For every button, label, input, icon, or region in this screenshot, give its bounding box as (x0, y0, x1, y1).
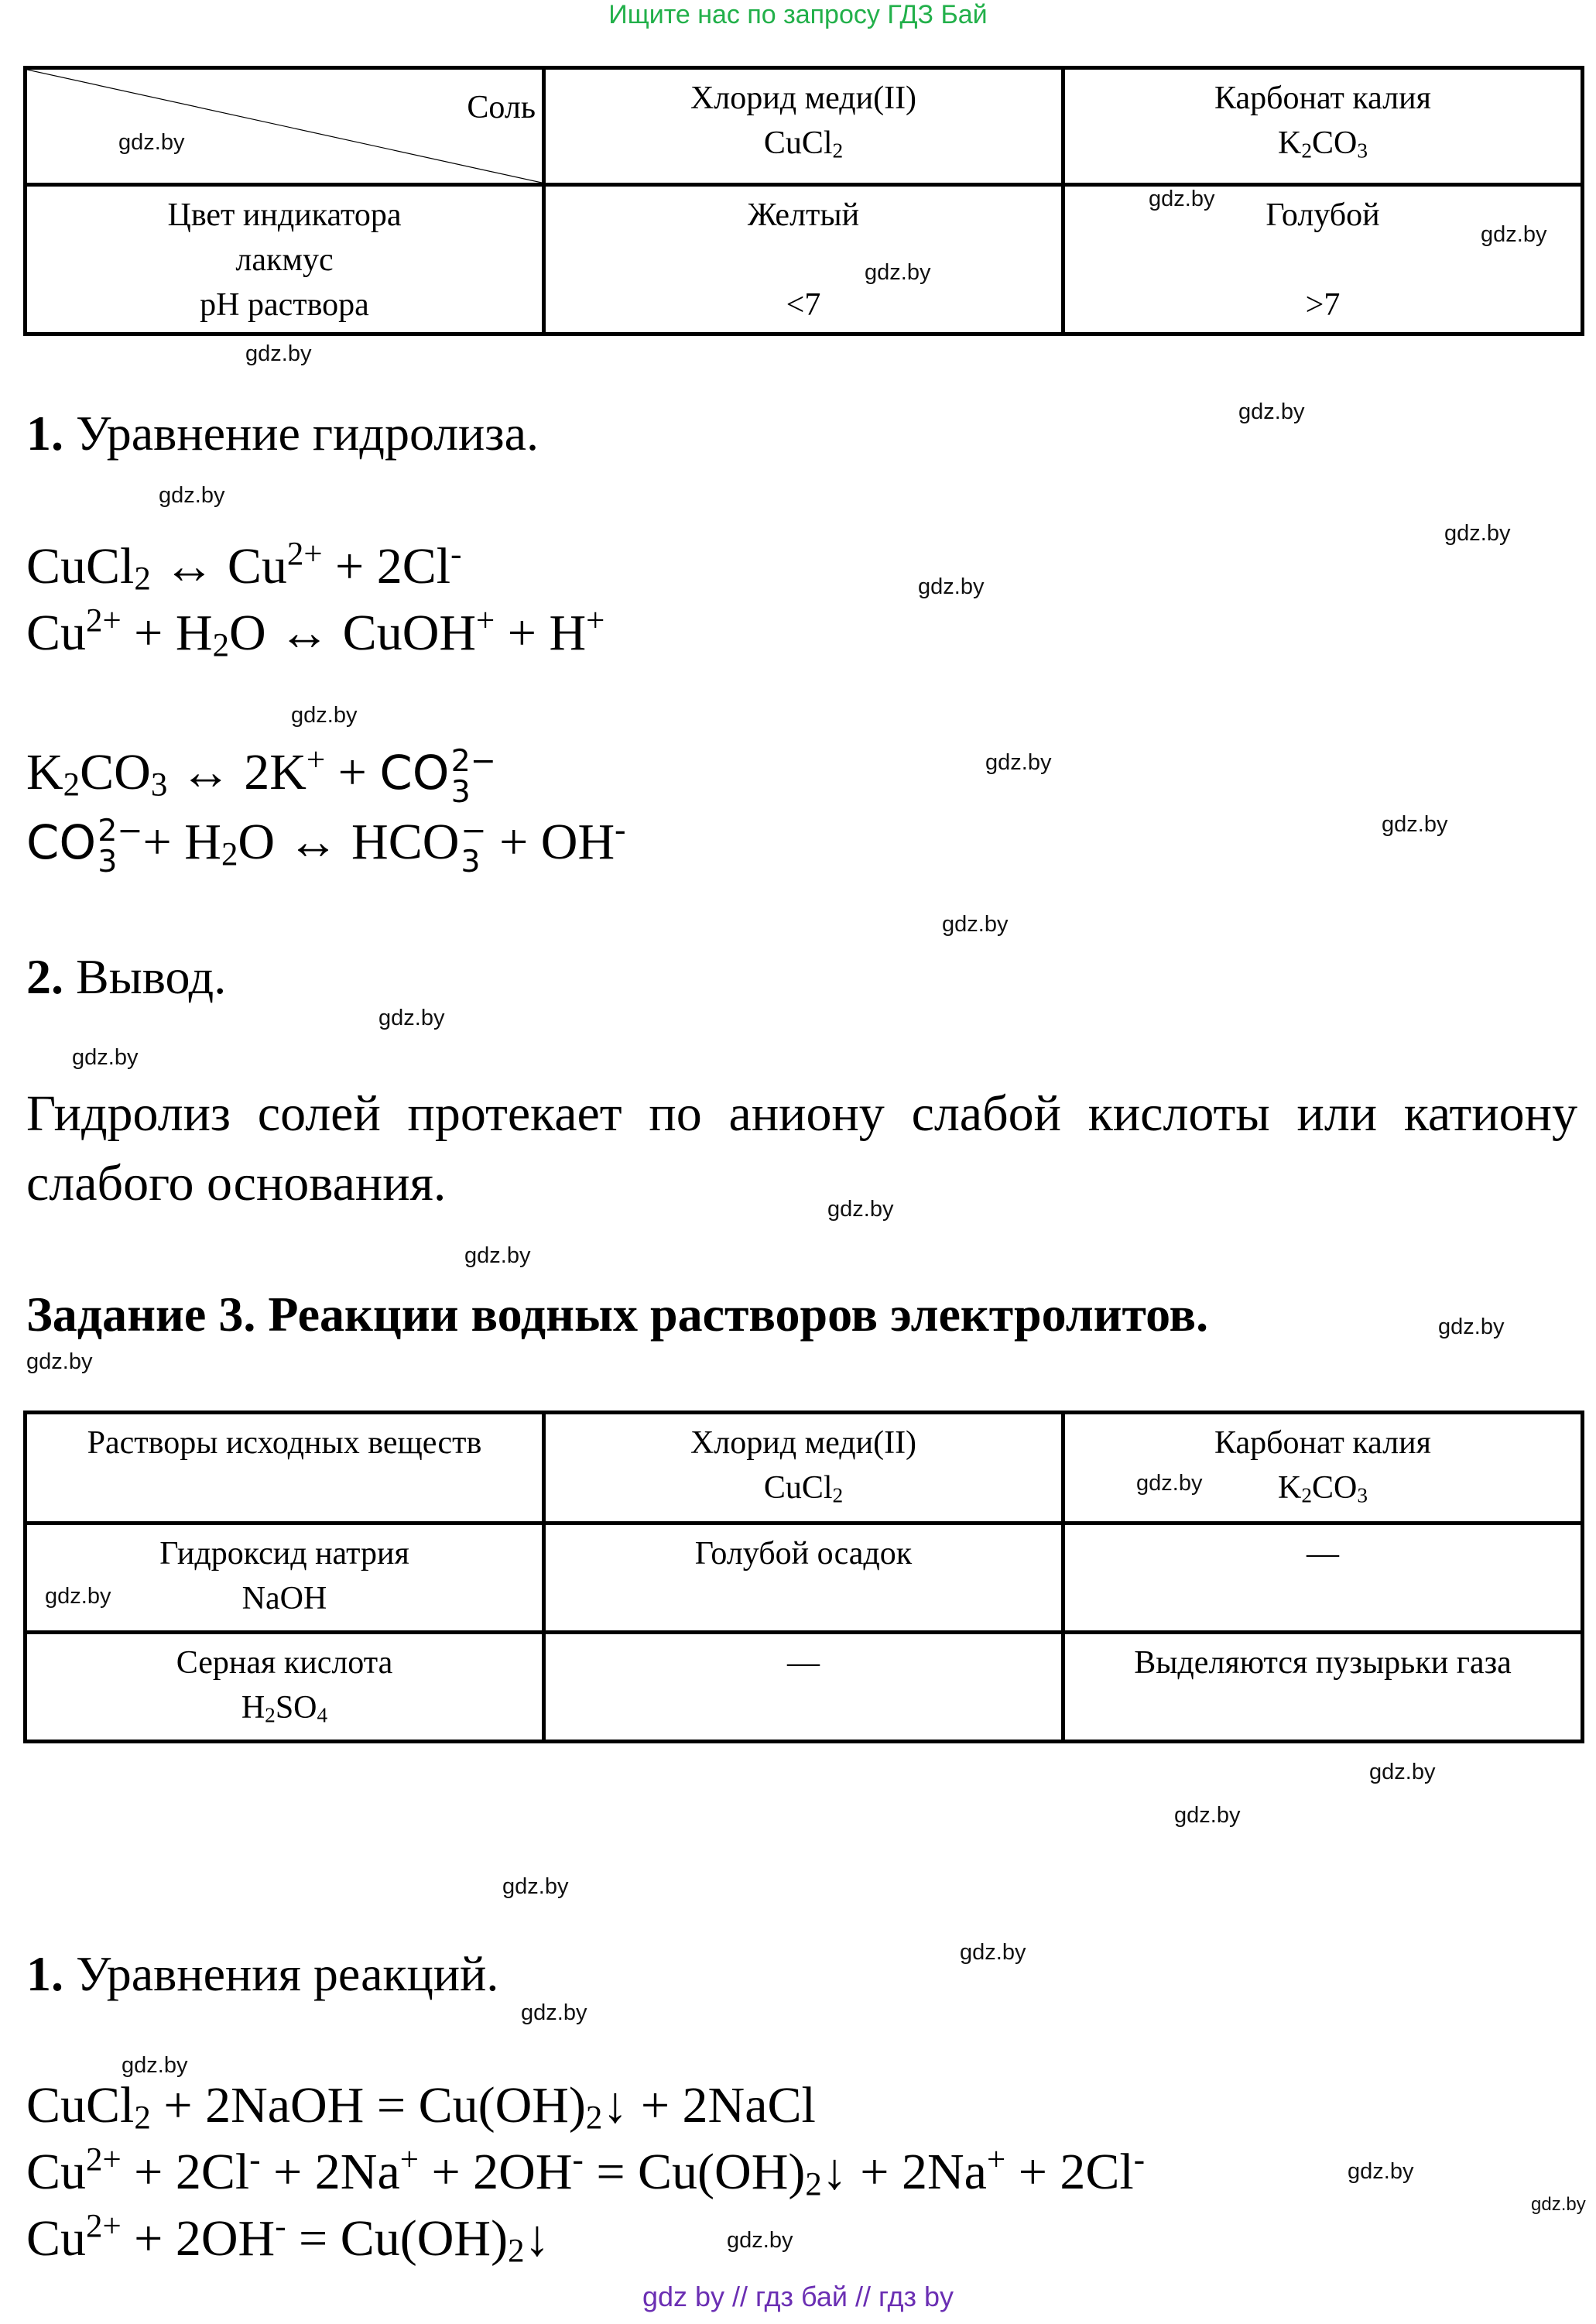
watermark: gdz.by (727, 2228, 793, 2253)
naoh-name: Гидроксид натрия (159, 1536, 409, 1572)
watermark: gdz.by (245, 341, 312, 366)
section-hydrolysis-heading: 1. Уравнение гидролиза. (26, 406, 539, 461)
k2co3-results (1063, 185, 1583, 334)
diagonal-line (27, 70, 542, 183)
watermark: gdz.by (1444, 521, 1511, 546)
litmus-label: лакмус (235, 242, 334, 278)
section-reactions-heading: 1. Уравнения реакций. (26, 1946, 499, 2001)
solutions-label: Растворы исходных веществ (87, 1425, 482, 1461)
watermark: gdz.by (1481, 222, 1547, 247)
watermark: gdz.by (291, 703, 358, 728)
equation-co3-hydrolysis: CO 2− 3 + $H_2O$ ↔ HCO − 3 + OH- (26, 811, 626, 879)
watermark: gdz.by (1531, 2194, 1586, 2215)
watermark: gdz.by (1438, 1315, 1505, 1339)
watermark: gdz.by (118, 130, 185, 155)
t2-cucl2-formula: CuCl$_2$ (763, 1470, 844, 1507)
watermark: gdz.by (1149, 187, 1215, 211)
k2co3-name: Карбонат калия (1214, 81, 1431, 116)
cucl2-results (544, 185, 1063, 334)
h2so4-cucl2-result: — (544, 1633, 1063, 1742)
h2so4-name: Серная кислота (176, 1645, 393, 1681)
watermark: gdz.by (985, 750, 1052, 775)
naoh-formula: NaOH (241, 1581, 327, 1616)
naoh-cucl2-result: Голубой осадок (544, 1524, 1063, 1633)
cucl2-color: Желтый (747, 197, 860, 233)
ph-label: pH раствора (200, 287, 369, 323)
k2co3-ph: >7 (1305, 287, 1341, 323)
conclusion-text: Гидролиз солей протекает по аниону слабой кислоты или катиону слабого основания. (26, 1085, 1577, 1212)
equation-cucl2-dissociation: CuCl$_2$ ↔ $Cu^{2+} + 2Cl^-$ (26, 536, 462, 598)
h2so4-row-label (26, 1633, 544, 1742)
reactions-table (23, 1411, 1584, 1743)
equation-k2co3-dissociation: $K_2CO_3$ ↔ 2K+ + CO 2− 3 (26, 742, 496, 810)
watermark: gdz.by (26, 1349, 93, 1374)
bottom-banner: gdz by // гдз бай // гдз by (642, 2281, 954, 2312)
watermark: gdz.by (521, 2000, 587, 2025)
t2-k2co3-name: Карбонат калия (1214, 1425, 1431, 1461)
task3-title: Задание 3. Реакции водных растворов электролитов. (26, 1287, 1209, 1342)
h2so4-k2co3-result: Выделяются пузырьки газа (1063, 1633, 1583, 1742)
equation-cu-hydrolysis: $Cu^{2+} + H_2O$ ↔ CuOH+ + H+ (26, 602, 605, 664)
watermark: gdz.by (72, 1045, 139, 1070)
watermark: gdz.by (45, 1584, 111, 1609)
watermark: gdz.by (159, 483, 225, 508)
naoh-k2co3-result: — (1063, 1524, 1583, 1633)
watermark: gdz.by (502, 1874, 569, 1899)
watermark: gdz.by (865, 260, 931, 285)
watermark: gdz.by (464, 1243, 531, 1268)
t2-cucl2-name: Хлорид меди(II) (690, 1425, 917, 1461)
watermark: gdz.by (827, 1197, 894, 1222)
header-cucl2 (544, 68, 1063, 185)
row-labels (26, 185, 544, 334)
watermark: gdz.by (1369, 1760, 1436, 1784)
watermark: gdz.by (1174, 1803, 1241, 1828)
watermark: gdz.by (960, 1940, 1026, 1965)
cucl2-ph: <7 (786, 287, 821, 323)
h2so4-formula: $H_2SO_4$ (241, 1690, 328, 1727)
equation-full-ionic: $Cu^{2+} + 2Cl^- + 2Na^+ + 2OH^-$ = $Cu(OH)_2↓ + 2Na^+ + 2Cl^-$ (26, 2141, 1146, 2203)
indicator-color-label: Цвет индикатора (167, 197, 402, 233)
solutions-label-cell (26, 1413, 544, 1524)
watermark: gdz.by (918, 574, 985, 599)
watermark: gdz.by (122, 2053, 188, 2078)
cucl2-formula: CuCl$_2$ (763, 125, 844, 163)
k2co3-color: Голубой (1265, 197, 1380, 233)
t2-k2co3-formula: $K_2CO_3$ (1277, 1470, 1368, 1507)
watermark: gdz.by (1136, 1471, 1203, 1496)
watermark: gdz.by (1238, 399, 1305, 424)
watermark: gdz.by (378, 1006, 445, 1030)
watermark: gdz.by (942, 912, 1009, 937)
watermark: gdz.by (1382, 812, 1448, 837)
indicator-table (23, 66, 1584, 336)
equation-short-ionic: $Cu^{2+} + 2OH^-$ = $Cu(OH)_2↓$ (26, 2208, 550, 2270)
equation-molecular: CuCl$_2$ + 2NaOH = $Cu(OH)_2↓$ + 2NaCl (26, 2077, 816, 2137)
cucl2-name: Хлорид меди(II) (690, 81, 917, 116)
corner-cell (26, 68, 544, 185)
section-conclusion-heading: 2. Вывод. (26, 949, 227, 1004)
naoh-row-label (26, 1524, 544, 1633)
watermark: gdz.by (1348, 2159, 1414, 2184)
salt-label: Соль (467, 90, 536, 125)
top-banner: Ищите нас по запросу ГДЗ Бай (608, 0, 988, 29)
header-k2co3 (1063, 68, 1583, 185)
t2-header-k2co3 (1063, 1413, 1583, 1524)
k2co3-formula: $K_2CO_3$ (1277, 125, 1368, 163)
t2-header-cucl2 (544, 1413, 1063, 1524)
